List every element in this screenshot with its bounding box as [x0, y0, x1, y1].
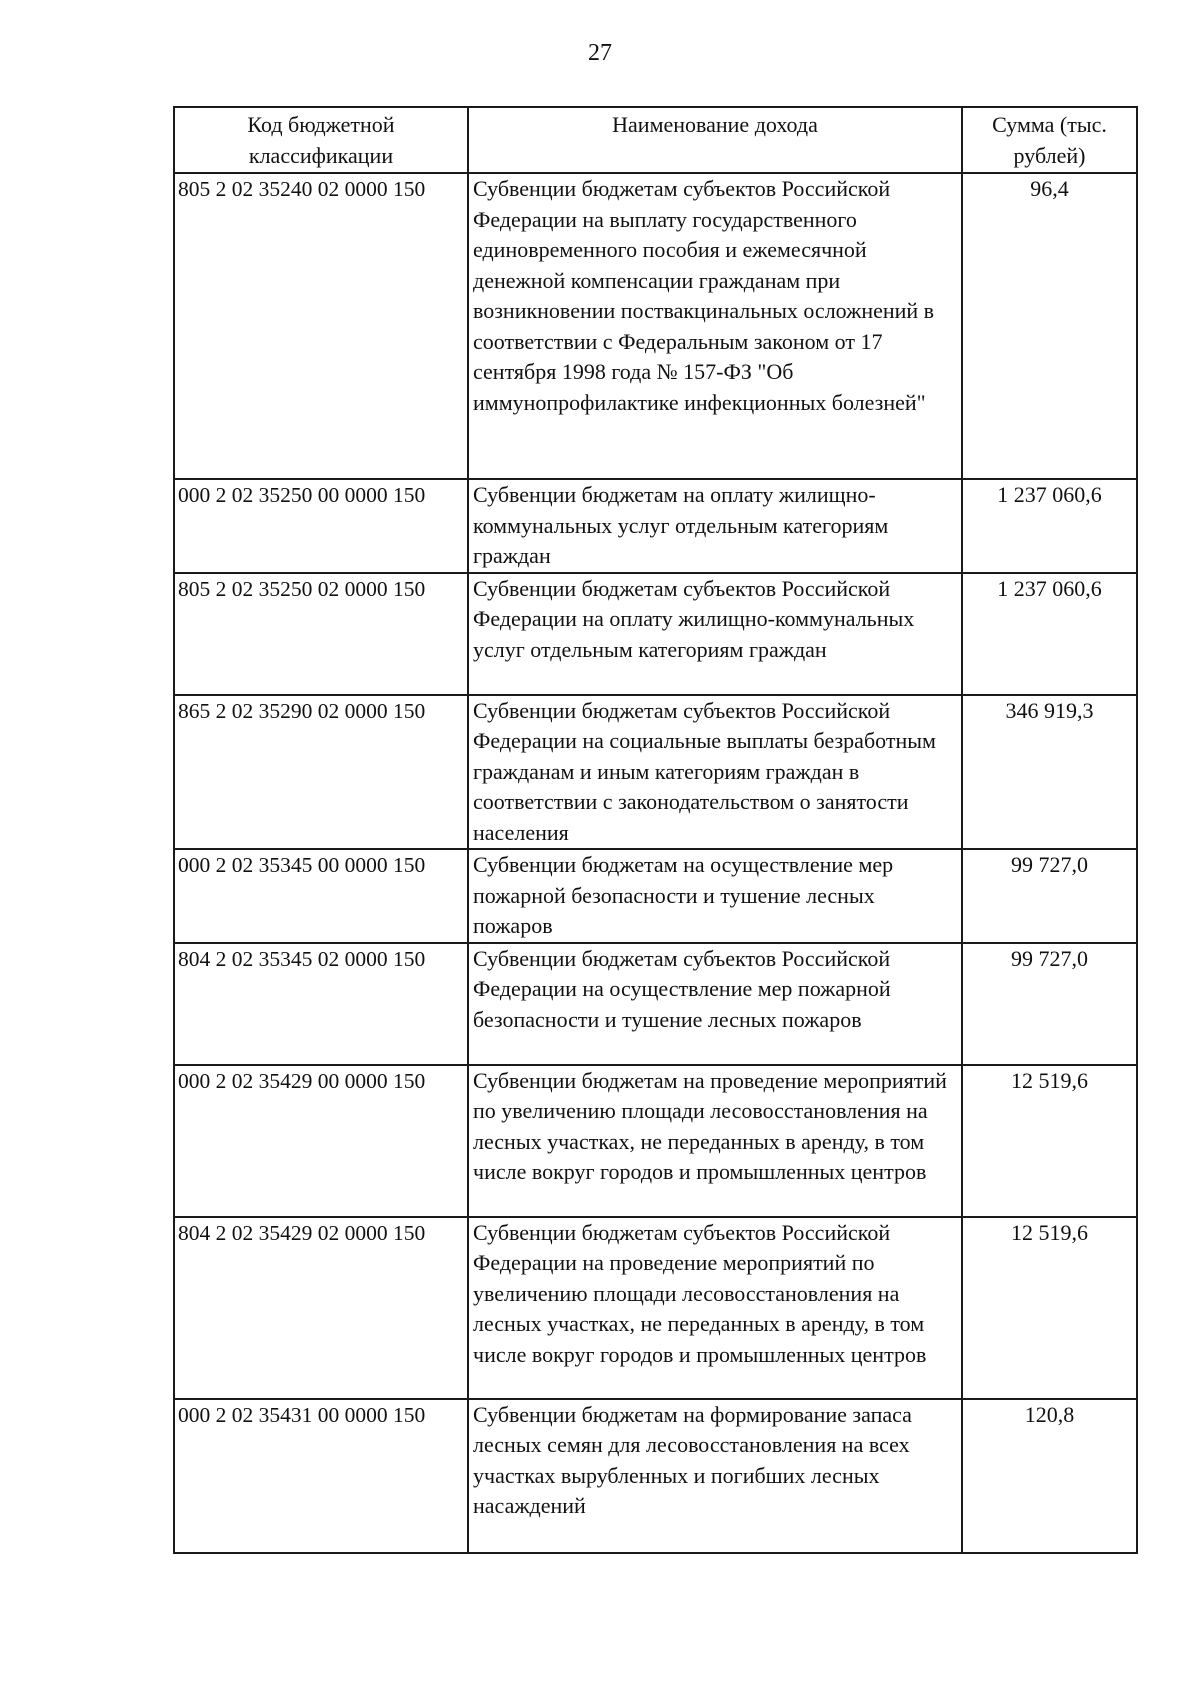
row-sum: 120,8 [962, 1399, 1137, 1553]
row-sum: 99 727,0 [962, 943, 1137, 1065]
row-sum: 96,4 [962, 173, 1137, 479]
table-row [174, 1399, 1137, 1553]
row-code: 000 2 02 35345 00 0000 150 [174, 849, 468, 943]
table-row [174, 173, 1137, 479]
table-row [174, 479, 1137, 573]
table-header-row [174, 107, 1137, 173]
row-name: Субвенции бюджетам субъектов Российской Федерации на выплату государственного единовременного пособия и ежемесячной денежной компенсации гражданам при возникновении поствакцинальных осложнений в соответствии с Федеральным законом от 17 сентября 1998 года № 157-ФЗ "Об иммунопрофилактике инфекционных болезней" [468, 173, 962, 479]
header-sum: Сумма (тыс. рублей) [962, 107, 1137, 173]
table-row [174, 573, 1137, 695]
row-sum: 1 237 060,6 [962, 479, 1137, 573]
row-code: 000 2 02 35431 00 0000 150 [174, 1399, 468, 1553]
row-sum: 99 727,0 [962, 849, 1137, 943]
row-name: Субвенции бюджетам на проведение мероприятий по увеличению площади лесовосстановления на лесных участках, не переданных в аренду, в том числе вокруг городов и промышленных центров [468, 1065, 962, 1217]
row-sum: 346 919,3 [962, 695, 1137, 850]
table-row [174, 1217, 1137, 1399]
row-name: Субвенции бюджетам субъектов Российской Федерации на осуществление мер пожарной безопасности и тушение лесных пожаров [468, 943, 962, 1065]
header-code: Код бюджетной классификации [174, 107, 468, 173]
table-row [174, 695, 1137, 850]
row-code: 805 2 02 35250 02 0000 150 [174, 573, 468, 695]
table-row [174, 1065, 1137, 1217]
row-name: Субвенции бюджетам субъектов Российской Федерации на проведение мероприятий по увеличению площади лесовосстановления на лесных участках, не переданных в аренду, в том числе вокруг городов и промышленных центров [468, 1217, 962, 1399]
row-name: Субвенции бюджетам субъектов Российской Федерации на оплату жилищно-коммунальных услуг отдельным категориям граждан [468, 573, 962, 695]
row-code: 804 2 02 35429 02 0000 150 [174, 1217, 468, 1399]
row-code: 805 2 02 35240 02 0000 150 [174, 173, 468, 479]
row-name: Субвенции бюджетам на формирование запаса лесных семян для лесовосстановления на всех участках вырубленных и погибших лесных насаждений [468, 1399, 962, 1553]
row-name: Субвенции бюджетам субъектов Российской Федерации на социальные выплаты безработным гражданам и иным категориям граждан в соответствии с законодательством о занятости населения [468, 695, 962, 850]
revenue-table [173, 106, 1138, 1554]
page-number: 27 [588, 40, 612, 66]
row-name: Субвенции бюджетам на оплату жилищно-коммунальных услуг отдельным категориям граждан [468, 479, 962, 573]
row-code: 865 2 02 35290 02 0000 150 [174, 695, 468, 850]
table-row [174, 943, 1137, 1065]
row-name: Субвенции бюджетам на осуществление мер пожарной безопасности и тушение лесных пожаров [468, 849, 962, 943]
row-sum: 12 519,6 [962, 1065, 1137, 1217]
row-code: 804 2 02 35345 02 0000 150 [174, 943, 468, 1065]
row-code: 000 2 02 35429 00 0000 150 [174, 1065, 468, 1217]
row-code: 000 2 02 35250 00 0000 150 [174, 479, 468, 573]
row-sum: 12 519,6 [962, 1217, 1137, 1399]
row-sum: 1 237 060,6 [962, 573, 1137, 695]
table-row [174, 849, 1137, 943]
header-name: Наименование дохода [468, 107, 962, 173]
